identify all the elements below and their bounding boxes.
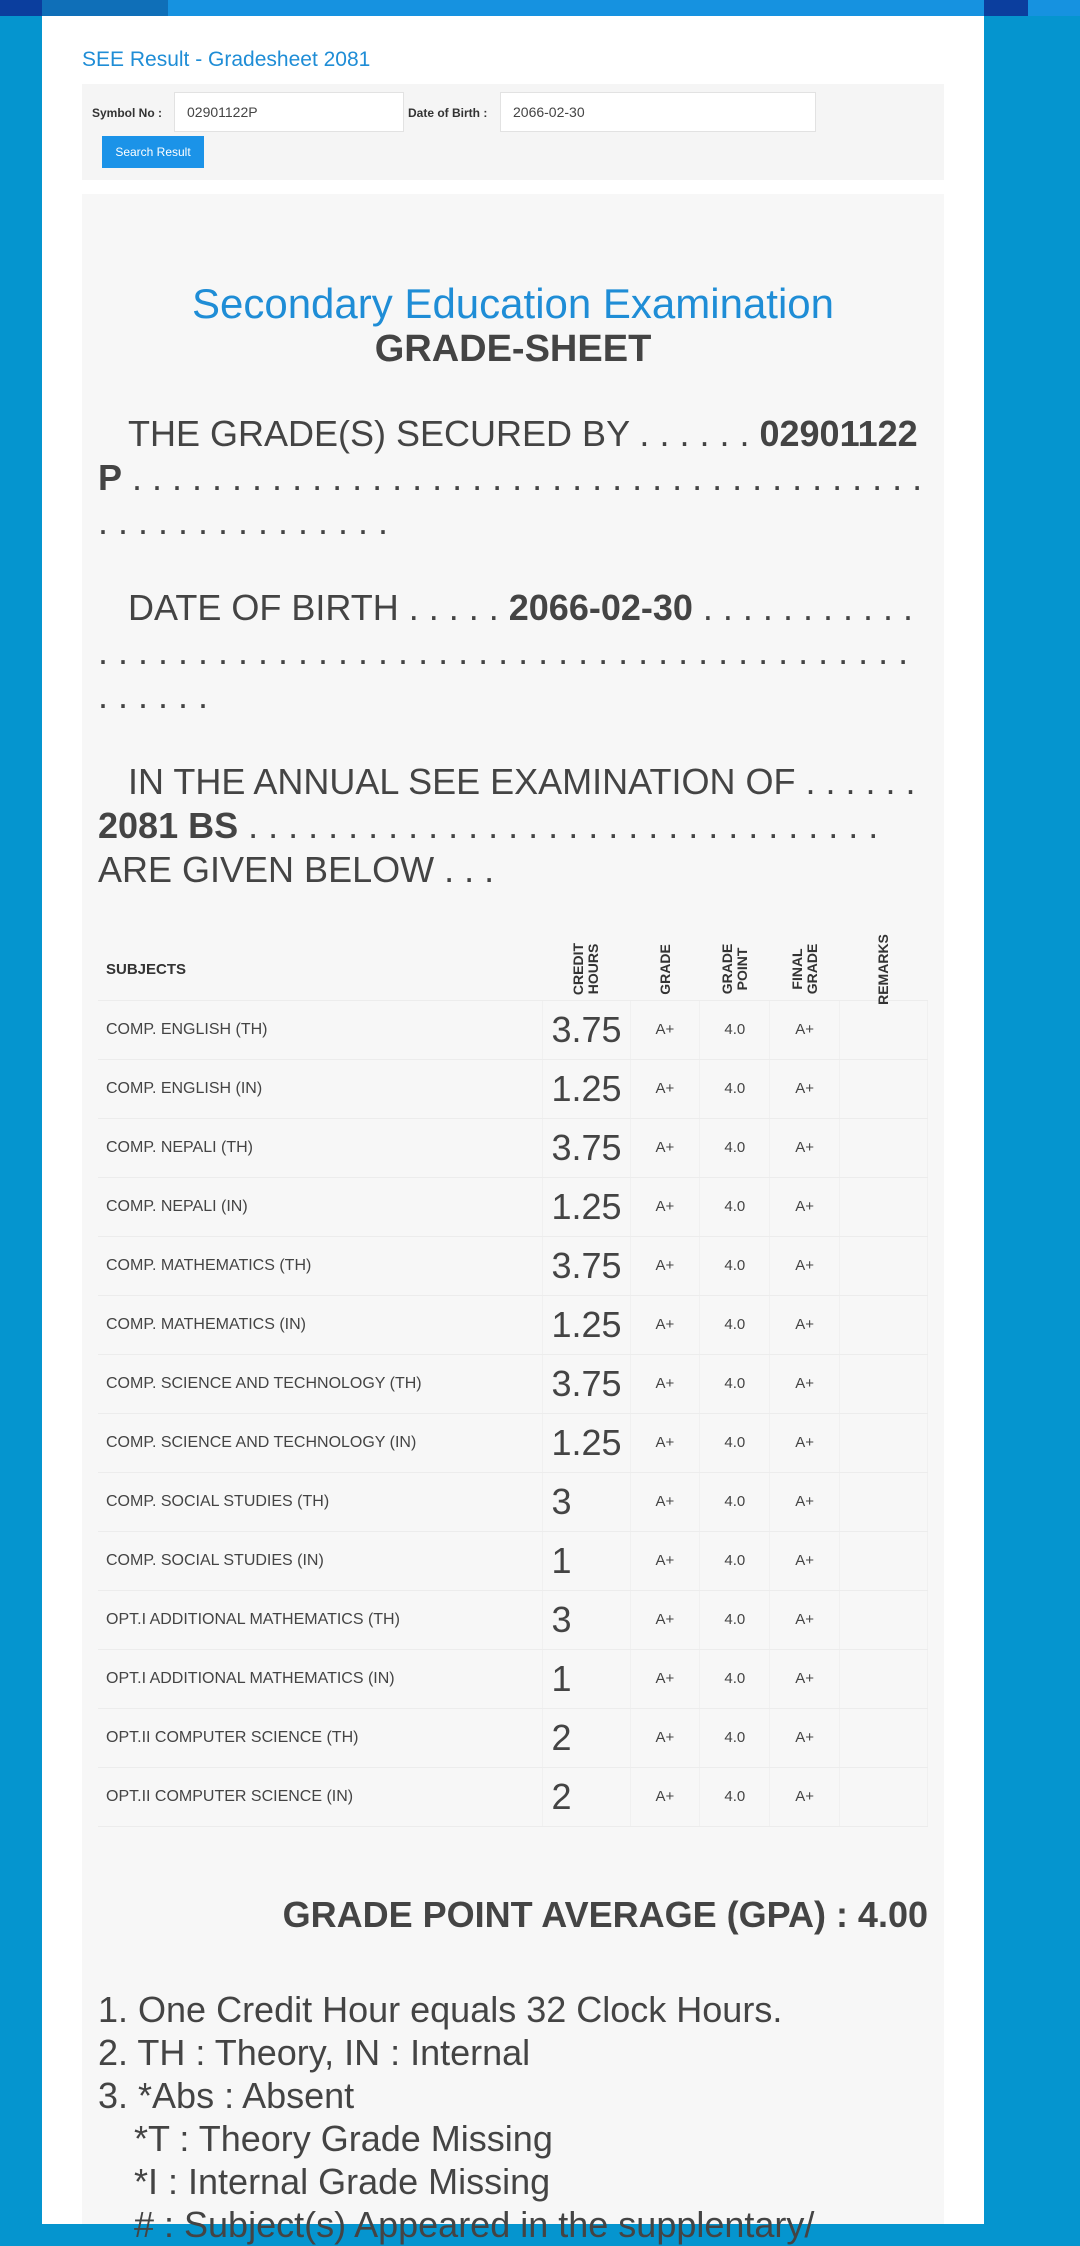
grade-point-header-label: GRADE POINT bbox=[718, 943, 750, 995]
remarks-cell bbox=[840, 1000, 928, 1059]
remarks-cell bbox=[840, 1531, 928, 1590]
remarks-cell bbox=[840, 1177, 928, 1236]
remarks-cell bbox=[840, 1059, 928, 1118]
note-item: *T : Theory Grade Missing bbox=[134, 2118, 553, 2159]
dob-prefix: DATE OF BIRTH . . . . . bbox=[128, 587, 499, 628]
note-item: *I : Internal Grade Missing bbox=[134, 2161, 551, 2202]
subject-cell: COMP. MATHEMATICS (TH) bbox=[98, 1236, 543, 1295]
grades-table bbox=[98, 934, 928, 1827]
subject-cell: COMP. SOCIAL STUDIES (TH) bbox=[98, 1472, 543, 1531]
exam-title: Secondary Education Examination bbox=[191, 280, 835, 327]
notes-list bbox=[98, 1988, 928, 2246]
table-header-row bbox=[98, 940, 928, 1000]
table-row bbox=[98, 1354, 928, 1413]
secured-by-paragraph bbox=[98, 412, 928, 544]
remarks-cell bbox=[840, 1295, 928, 1354]
remarks-cell bbox=[840, 1413, 928, 1472]
top-header-bar bbox=[0, 0, 1080, 16]
date-of-birth-paragraph bbox=[98, 586, 928, 718]
grade-point-cell: 4.0 bbox=[700, 1590, 770, 1649]
credit-hours-cell: 3.75 bbox=[543, 1354, 630, 1413]
grade-point-header bbox=[700, 940, 770, 1000]
subject-cell: COMP. ENGLISH (TH) bbox=[98, 1000, 543, 1059]
grade-cell: A+ bbox=[630, 1354, 700, 1413]
credit-hours-cell: 1 bbox=[543, 1531, 630, 1590]
symbol-no-input[interactable]: 02901122P bbox=[174, 92, 404, 132]
date-of-birth-input[interactable]: 2066-02-30 bbox=[500, 92, 816, 132]
grade-cell: A+ bbox=[630, 1531, 700, 1590]
remarks-header-label: REMARKS bbox=[875, 934, 892, 1006]
symbol-number-value: 02901122P bbox=[98, 413, 918, 498]
final-grade-cell: A+ bbox=[770, 1177, 840, 1236]
symbol-no-label: Symbol No : bbox=[92, 106, 163, 120]
grade-cell: A+ bbox=[630, 1708, 700, 1767]
grade-cell: A+ bbox=[630, 1767, 700, 1826]
table-row bbox=[98, 1531, 928, 1590]
table-row bbox=[98, 1000, 928, 1059]
grade-point-cell: 4.0 bbox=[700, 1177, 770, 1236]
grade-point-cell: 4.0 bbox=[700, 1295, 770, 1354]
subject-cell: COMP. SCIENCE AND TECHNOLOGY (TH) bbox=[98, 1354, 543, 1413]
credit-hours-cell: 1.25 bbox=[543, 1177, 630, 1236]
header-segment bbox=[42, 0, 168, 16]
final-grade-cell: A+ bbox=[770, 1472, 840, 1531]
final-grade-cell: A+ bbox=[770, 1236, 840, 1295]
credit-hours-cell: 1.25 bbox=[543, 1059, 630, 1118]
subjects-header: SUBJECTS bbox=[98, 940, 543, 1000]
table-row bbox=[98, 1472, 928, 1531]
table-row bbox=[98, 1590, 928, 1649]
exam-end-text: ARE GIVEN BELOW . . . bbox=[98, 849, 495, 890]
final-grade-cell: A+ bbox=[770, 1413, 840, 1472]
page-title: SEE Result - Gradesheet 2081 bbox=[82, 48, 371, 71]
table-row bbox=[98, 1708, 928, 1767]
exam-dots: . . . . . . . . . . . . . . . . . . . . . . . . . . . . . . . . bbox=[248, 805, 879, 846]
table-row bbox=[98, 1767, 928, 1826]
grade-cell: A+ bbox=[630, 1295, 700, 1354]
grade-point-cell: 4.0 bbox=[700, 1354, 770, 1413]
subject-cell: OPT.II COMPUTER SCIENCE (IN) bbox=[98, 1767, 543, 1826]
grade-sheet-title: GRADE-SHEET bbox=[374, 328, 652, 370]
table-row bbox=[98, 1177, 928, 1236]
grade-point-cell: 4.0 bbox=[700, 1000, 770, 1059]
table-row bbox=[98, 1059, 928, 1118]
final-grade-cell: A+ bbox=[770, 1059, 840, 1118]
final-grade-cell: A+ bbox=[770, 1649, 840, 1708]
note-item: 2. TH : Theory, IN : Internal bbox=[98, 2032, 531, 2073]
grade-cell: A+ bbox=[630, 1590, 700, 1649]
grade-point-cell: 4.0 bbox=[700, 1118, 770, 1177]
dob-dots: . . . . . . . . . . . . . . . . . . . . . . . . . . . . . . . . . . . . . . . . . . . . . . . . . . . . . . . . . . bbox=[98, 587, 913, 716]
grade-cell: A+ bbox=[630, 1177, 700, 1236]
grade-point-cell: 4.0 bbox=[700, 1708, 770, 1767]
remarks-cell bbox=[840, 1649, 928, 1708]
final-grade-cell: A+ bbox=[770, 1295, 840, 1354]
credit-hours-cell: 2 bbox=[543, 1708, 630, 1767]
subject-cell: OPT.II COMPUTER SCIENCE (TH) bbox=[98, 1708, 543, 1767]
final-grade-cell: A+ bbox=[770, 1590, 840, 1649]
table-row bbox=[98, 1118, 928, 1177]
grade-point-cell: 4.0 bbox=[700, 1767, 770, 1826]
grade-point-cell: 4.0 bbox=[700, 1059, 770, 1118]
remarks-cell bbox=[840, 1236, 928, 1295]
date-of-birth-label: Date of Birth : bbox=[408, 106, 488, 120]
grade-point-cell: 4.0 bbox=[700, 1413, 770, 1472]
grade-point-cell: 4.0 bbox=[700, 1236, 770, 1295]
exam-paragraph bbox=[98, 760, 928, 892]
grade-cell: A+ bbox=[630, 1413, 700, 1472]
final-grade-cell: A+ bbox=[770, 1000, 840, 1059]
remarks-cell bbox=[840, 1590, 928, 1649]
final-grade-cell: A+ bbox=[770, 1118, 840, 1177]
subject-cell: COMP. ENGLISH (IN) bbox=[98, 1059, 543, 1118]
credit-hours-cell: 3 bbox=[543, 1590, 630, 1649]
subject-cell: COMP. SCIENCE AND TECHNOLOGY (IN) bbox=[98, 1413, 543, 1472]
grade-cell: A+ bbox=[630, 1472, 700, 1531]
grade-header bbox=[630, 940, 700, 1000]
grade-header-label: GRADE bbox=[656, 944, 673, 996]
final-grade-header-label: FINAL GRADE bbox=[788, 943, 820, 995]
final-grade-cell: A+ bbox=[770, 1354, 840, 1413]
subject-cell: COMP. SOCIAL STUDIES (IN) bbox=[98, 1531, 543, 1590]
credit-hours-header bbox=[543, 940, 630, 1000]
table-row bbox=[98, 1649, 928, 1708]
content-panel bbox=[42, 16, 984, 2245]
grade-cell: A+ bbox=[630, 1649, 700, 1708]
grade-sheet bbox=[82, 194, 944, 2245]
credit-hours-header-label: CREDIT HOURS bbox=[570, 943, 602, 996]
note-item: # : Subject(s) Appeared in the supplentary/ bbox=[134, 2204, 815, 2245]
credit-hours-cell: 2 bbox=[543, 1767, 630, 1826]
final-grade-cell: A+ bbox=[770, 1531, 840, 1590]
secured-by-prefix: THE GRADE(S) SECURED BY . . . . . . bbox=[128, 413, 750, 454]
grade-point-cell: 4.0 bbox=[700, 1531, 770, 1590]
credit-hours-cell: 1.25 bbox=[543, 1295, 630, 1354]
subject-cell: COMP. NEPALI (IN) bbox=[98, 1177, 543, 1236]
final-grade-header bbox=[770, 940, 840, 1000]
exam-prefix: IN THE ANNUAL SEE EXAMINATION OF . . . . . . bbox=[128, 761, 916, 802]
final-grade-cell: A+ bbox=[770, 1767, 840, 1826]
grade-point-cell: 4.0 bbox=[700, 1649, 770, 1708]
credit-hours-cell: 3 bbox=[543, 1472, 630, 1531]
remarks-cell bbox=[840, 1354, 928, 1413]
credit-hours-cell: 1.25 bbox=[543, 1413, 630, 1472]
note-item: 1. One Credit Hour equals 32 Clock Hours. bbox=[98, 1989, 783, 2030]
grade-cell: A+ bbox=[630, 1000, 700, 1059]
grade-cell: A+ bbox=[630, 1118, 700, 1177]
subject-cell: COMP. NEPALI (TH) bbox=[98, 1118, 543, 1177]
credit-hours-cell: 1 bbox=[543, 1649, 630, 1708]
note-item: 3. *Abs : Absent bbox=[98, 2075, 355, 2116]
table-row bbox=[98, 1413, 928, 1472]
remarks-cell bbox=[840, 1472, 928, 1531]
search-result-button[interactable]: Search Result bbox=[102, 136, 204, 168]
grade-cell: A+ bbox=[630, 1059, 700, 1118]
remarks-cell bbox=[840, 1767, 928, 1826]
table-row bbox=[98, 1295, 928, 1354]
remarks-cell bbox=[840, 1118, 928, 1177]
header-segment bbox=[0, 0, 42, 16]
remarks-cell bbox=[840, 1708, 928, 1767]
subject-cell: COMP. MATHEMATICS (IN) bbox=[98, 1295, 543, 1354]
exam-year-value: 2081 BS bbox=[98, 805, 239, 846]
credit-hours-cell: 3.75 bbox=[543, 1236, 630, 1295]
credit-hours-cell: 3.75 bbox=[543, 1118, 630, 1177]
final-grade-cell: A+ bbox=[770, 1708, 840, 1767]
grade-point-cell: 4.0 bbox=[700, 1472, 770, 1531]
search-form bbox=[82, 84, 944, 180]
grade-cell: A+ bbox=[630, 1236, 700, 1295]
secured-by-dots: . . . . . . . . . . . . . . . . . . . . . . . . . . . . . . . . . . . . . . . . . . . . . . . . . . . . . . . bbox=[98, 457, 923, 542]
credit-hours-cell: 3.75 bbox=[543, 1000, 630, 1059]
gpa-summary: GRADE POINT AVERAGE (GPA) : 4.00 bbox=[282, 1894, 928, 1935]
subject-cell: OPT.I ADDITIONAL MATHEMATICS (IN) bbox=[98, 1649, 543, 1708]
header-segment bbox=[984, 0, 1028, 16]
dob-value: 2066-02-30 bbox=[508, 587, 693, 628]
subject-cell: OPT.I ADDITIONAL MATHEMATICS (TH) bbox=[98, 1590, 543, 1649]
remarks-header bbox=[840, 934, 928, 1006]
table-row bbox=[98, 1236, 928, 1295]
